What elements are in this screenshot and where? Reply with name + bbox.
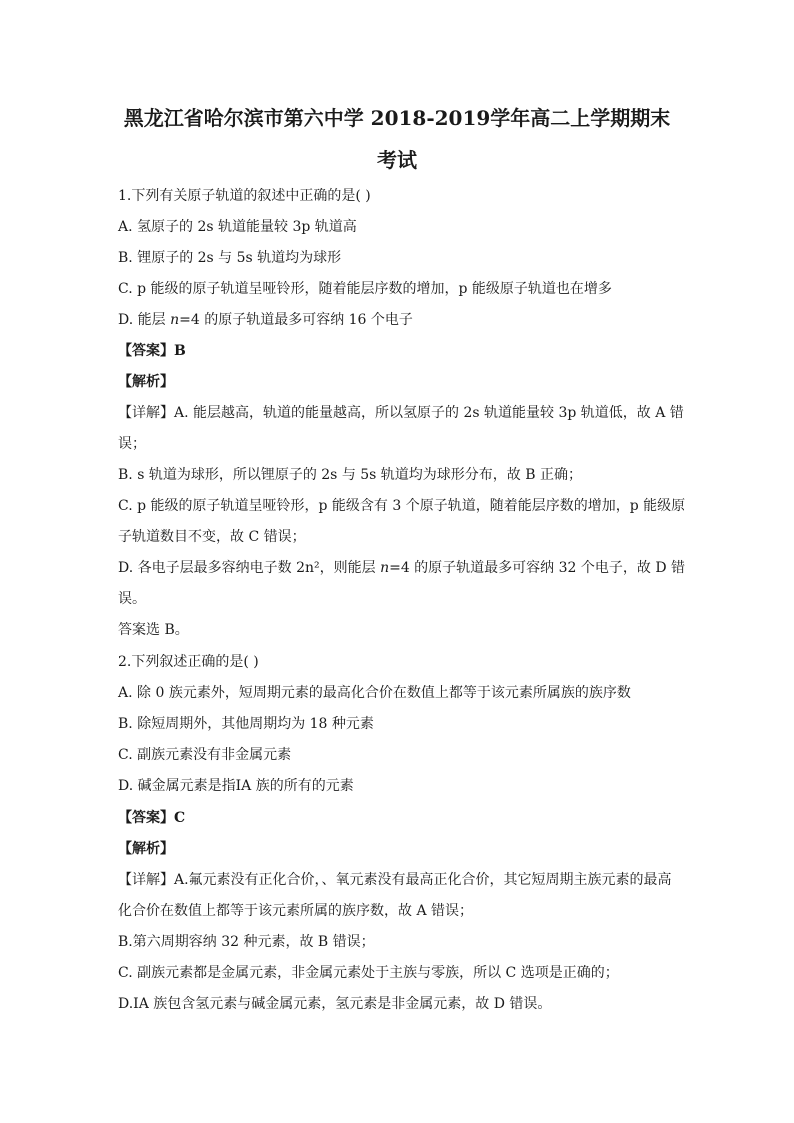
q2-detail-d: D.ⅠA 族包含氢元素与碱金属元素，氢元素是非金属元素，故 D 错误。 — [118, 996, 552, 1012]
q1-conclusion: 答案选 B。 — [118, 622, 189, 638]
q1-detail-a-line-2: 误； — [118, 436, 146, 452]
q1-detail-c-line-2: 子轨道数目不变，故 C 错误； — [118, 529, 306, 545]
q1-detail-d-post: =4 的原子轨道最多可容纳 32 个电子，故 D 错 — [389, 560, 686, 576]
q2-detail-a-line-2: 化合价在数值上都等于该元素所属的族序数，故 A 错误； — [118, 903, 474, 919]
q1-detail-d-line-2: 误。 — [118, 591, 146, 607]
document-title-line-2: 考试 — [377, 148, 417, 172]
q1-option-d-post: =4 的原子轨道最多可容纳 16 个电子 — [179, 312, 413, 328]
q2-option-c: C. 副族元素没有非金属元素 — [118, 747, 292, 763]
q1-stem: 1.下列有关原子轨道的叙述中正确的是( ) — [118, 188, 371, 204]
q2-option-d: D. 碱金属元素是指ⅠA 族的所有的元素 — [118, 778, 354, 794]
q1-option-a: A. 氢原子的 2s 轨道能量较 3p 轨道高 — [118, 219, 357, 235]
q2-stem: 2.下列叙述正确的是( ) — [118, 654, 259, 670]
q1-detail-a-line-1: 【详解】A. 能层越高，轨道的能量越高，所以氢原子的 2s 轨道能量较 3p 轨道低，故 A 错 — [118, 405, 684, 421]
q1-answer: 【答案】B — [118, 343, 186, 359]
q2-detail-c: C. 副族元素都是金属元素，非金属元素处于主族与零族，所以 C 选项是正确的； — [118, 965, 619, 981]
q2-option-a: A. 除 0 族元素外，短周期元素的最高化合价在数值上都等于该元素所属族的族序数 — [118, 685, 631, 701]
q1-option-c: C. p 能级的原子轨道呈哑铃形，随着能层序数的增加，p 能级原子轨道也在增多 — [118, 281, 612, 297]
q1-detail-c-line-1: C. p 能级的原子轨道呈哑铃形，p 能级含有 3 个原子轨道，随着能层序数的增加，p 能级原 — [118, 498, 686, 514]
q2-option-b: B. 除短周期外，其他周期均为 18 种元素 — [118, 716, 374, 732]
q1-option-d-variable: n — [170, 312, 180, 328]
document-title-line-1: 黑龙江省哈尔滨市第六中学 2018-2019学年高二上学期期末 — [123, 106, 671, 130]
q2-detail-b: B.第六周期容纳 32 种元素，故 B 错误； — [118, 934, 375, 950]
q1-option-d — [118, 310, 413, 330]
q2-analysis-label: 【解析】 — [118, 841, 174, 857]
q1-option-b: B. 锂原子的 2s 与 5s 轨道均为球形 — [118, 250, 342, 266]
q2-answer: 【答案】C — [118, 810, 186, 826]
q1-detail-d-pre: D. 各电子层最多容纳电子数 2n²，则能层 — [118, 560, 381, 576]
q1-analysis-label: 【解析】 — [118, 374, 174, 390]
q1-option-d-pre: D. 能层 — [118, 312, 171, 328]
q1-detail-d-variable: n — [380, 560, 390, 576]
q1-detail-b: B. s 轨道为球形，所以锂原子的 2s 与 5s 轨道均为球形分布，故 B 正确； — [118, 467, 582, 483]
q1-detail-d-line-1 — [118, 558, 685, 578]
q2-detail-a-line-1: 【详解】A.氟元素没有正化合价，、氧元素没有最高正化合价，其它短周期主族元素的最高 — [118, 872, 672, 888]
